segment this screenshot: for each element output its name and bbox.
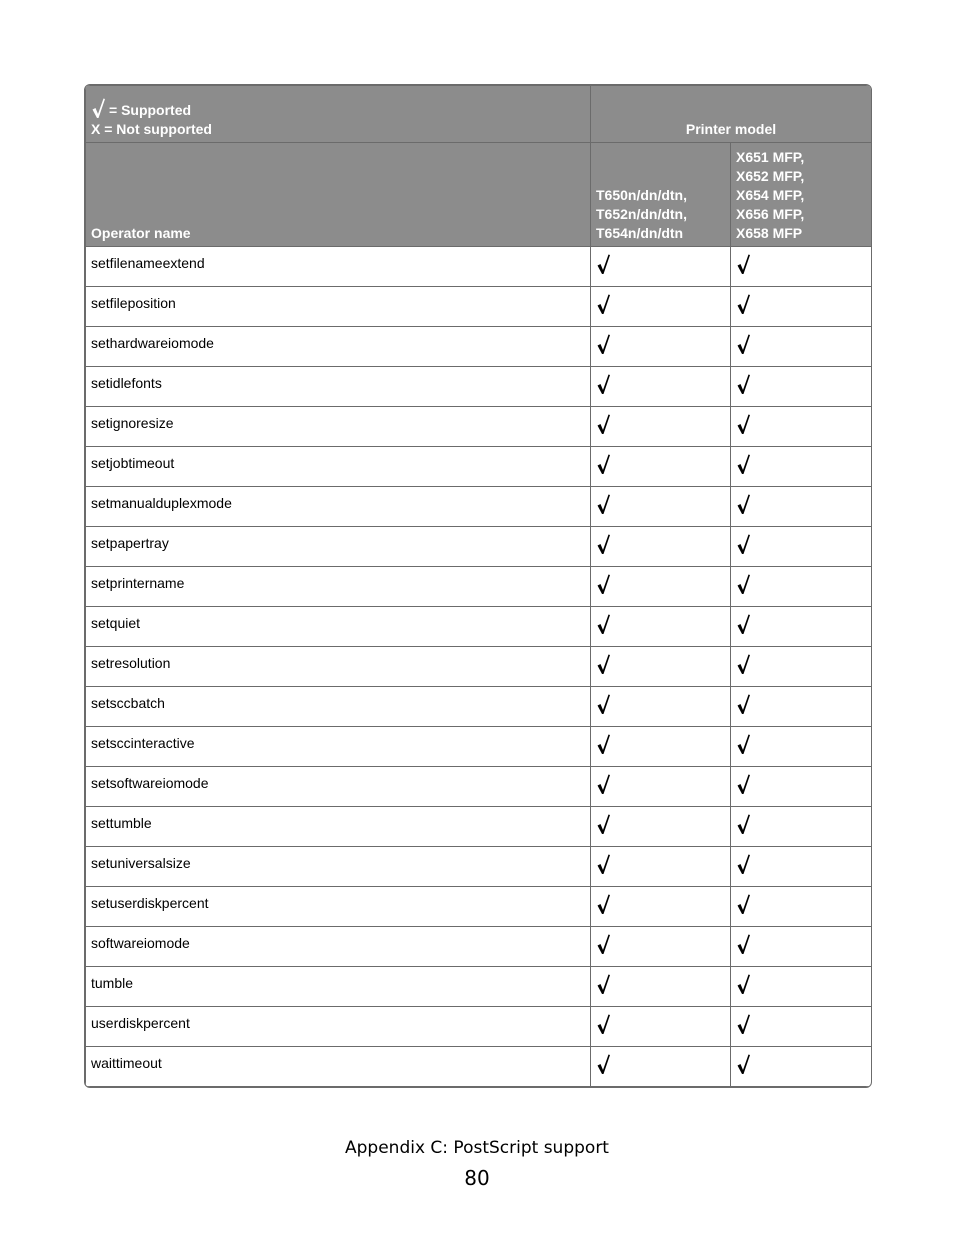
check-icon (736, 533, 751, 555)
support-cell-t650 (591, 287, 731, 327)
operator-name-cell: setquiet (86, 607, 591, 647)
table-row (86, 607, 872, 647)
support-cell-x65x (731, 567, 872, 607)
support-cell-t650 (591, 727, 731, 767)
table-row (86, 487, 872, 527)
support-cell-t650 (591, 767, 731, 807)
operator-name-cell: settumble (86, 807, 591, 847)
support-cell-x65x (731, 687, 872, 727)
check-icon (91, 97, 106, 119)
check-icon (596, 973, 611, 995)
support-cell-x65x (731, 367, 872, 407)
operator-name-cell: setmanualduplexmode (86, 487, 591, 527)
check-icon (596, 813, 611, 835)
check-icon (596, 533, 611, 555)
support-cell-t650 (591, 487, 731, 527)
support-cell-x65x (731, 927, 872, 967)
check-icon (736, 813, 751, 835)
support-cell-x65x (731, 247, 872, 287)
support-cell-t650 (591, 647, 731, 687)
support-cell-x65x (731, 1047, 872, 1087)
check-icon (736, 693, 751, 715)
support-cell-t650 (591, 1047, 731, 1087)
support-cell-x65x (731, 767, 872, 807)
support-cell-x65x (731, 807, 872, 847)
operator-name-cell: setuniversalsize (86, 847, 591, 887)
table-row (86, 327, 872, 367)
check-icon (736, 933, 751, 955)
check-icon (596, 1013, 611, 1035)
support-cell-t650 (591, 447, 731, 487)
table-row (86, 927, 872, 967)
support-cell-x65x (731, 887, 872, 927)
check-icon (596, 1053, 611, 1075)
support-cell-t650 (591, 807, 731, 847)
support-cell-t650 (591, 407, 731, 447)
support-cell-x65x (731, 527, 872, 567)
check-icon (596, 493, 611, 515)
operator-name-cell: setjobtimeout (86, 447, 591, 487)
check-icon (736, 1053, 751, 1075)
support-cell-x65x (731, 407, 872, 447)
table-row (86, 447, 872, 487)
check-icon (736, 373, 751, 395)
table-row (86, 687, 872, 727)
check-icon (596, 853, 611, 875)
table-row (86, 887, 872, 927)
operator-name-cell: setuserdiskpercent (86, 887, 591, 927)
operator-name-cell: setsoftwareiomode (86, 767, 591, 807)
check-icon (596, 333, 611, 355)
check-icon (596, 373, 611, 395)
check-icon (736, 493, 751, 515)
check-icon (596, 933, 611, 955)
operator-support-table (84, 84, 872, 1088)
table-row (86, 647, 872, 687)
operator-name-cell: setpapertray (86, 527, 591, 567)
operator-name-cell: setfilenameextend (86, 247, 591, 287)
check-icon (596, 293, 611, 315)
table-row (86, 727, 872, 767)
check-icon (736, 1013, 751, 1035)
table-row (86, 967, 872, 1007)
operator-name-cell: setignoresize (86, 407, 591, 447)
check-icon (736, 733, 751, 755)
check-icon (736, 893, 751, 915)
support-cell-x65x (731, 487, 872, 527)
legend-supported (91, 97, 585, 120)
table-row (86, 407, 872, 447)
check-icon (596, 653, 611, 675)
check-icon (596, 693, 611, 715)
table-row (86, 527, 872, 567)
check-icon (736, 613, 751, 635)
support-cell-t650 (591, 967, 731, 1007)
support-cell-x65x (731, 727, 872, 767)
support-cell-t650 (591, 927, 731, 967)
check-icon (736, 413, 751, 435)
support-cell-t650 (591, 847, 731, 887)
legend-not-supported: X = Not supported (91, 121, 212, 137)
table-row (86, 767, 872, 807)
support-cell-x65x (731, 287, 872, 327)
model-t650-header: T650n/dn/dtn, T652n/dn/dtn, T654n/dn/dtn (591, 143, 731, 247)
page-number: 80 (464, 1166, 490, 1190)
support-cell-x65x (731, 967, 872, 1007)
operator-name-cell: waittimeout (86, 1047, 591, 1087)
footer-title: Appendix C: PostScript support (345, 1138, 609, 1158)
table-row (86, 247, 872, 287)
check-icon (736, 973, 751, 995)
check-icon (596, 253, 611, 275)
check-icon (736, 653, 751, 675)
support-cell-t650 (591, 887, 731, 927)
operator-name-cell: userdiskpercent (86, 1007, 591, 1047)
legend-cell (86, 86, 591, 143)
legend-supported-label: = Supported (109, 102, 192, 118)
operator-name-cell: setidlefonts (86, 367, 591, 407)
operator-name-cell: setresolution (86, 647, 591, 687)
check-icon (736, 253, 751, 275)
check-icon (736, 773, 751, 795)
check-icon (736, 853, 751, 875)
check-icon (596, 453, 611, 475)
support-cell-x65x (731, 647, 872, 687)
operator-name-cell: tumble (86, 967, 591, 1007)
operator-name-cell: setsccbatch (86, 687, 591, 727)
check-icon (596, 893, 611, 915)
check-icon (596, 733, 611, 755)
support-cell-t650 (591, 367, 731, 407)
table-row (86, 287, 872, 327)
table-row (86, 1047, 872, 1087)
check-icon (736, 293, 751, 315)
operator-name-cell: setfileposition (86, 287, 591, 327)
support-cell-x65x (731, 847, 872, 887)
support-cell-t650 (591, 247, 731, 287)
table-row (86, 1007, 872, 1047)
support-cell-x65x (731, 1007, 872, 1047)
support-cell-x65x (731, 607, 872, 647)
table-row (86, 807, 872, 847)
check-icon (736, 333, 751, 355)
check-icon (596, 413, 611, 435)
model-x65x-header: X651 MFP, X652 MFP, X654 MFP, X656 MFP, X658 MFP (731, 143, 872, 247)
operator-name-cell: sethardwareiomode (86, 327, 591, 367)
table-body (86, 247, 872, 1087)
check-icon (596, 613, 611, 635)
table-row (86, 367, 872, 407)
operator-table (85, 85, 872, 1087)
check-icon (736, 453, 751, 475)
support-cell-t650 (591, 687, 731, 727)
support-cell-t650 (591, 607, 731, 647)
operator-name-cell: softwareiomode (86, 927, 591, 967)
legend-header-row (86, 86, 872, 143)
operator-name-cell: setprintername (86, 567, 591, 607)
support-cell-x65x (731, 447, 872, 487)
support-cell-x65x (731, 327, 872, 367)
column-header-row (86, 143, 872, 247)
check-icon (736, 573, 751, 595)
table-row (86, 567, 872, 607)
support-cell-t650 (591, 1007, 731, 1047)
printer-model-header: Printer model (591, 86, 872, 143)
check-icon (596, 773, 611, 795)
support-cell-t650 (591, 327, 731, 367)
support-cell-t650 (591, 567, 731, 607)
check-icon (596, 573, 611, 595)
operator-name-cell: setsccinteractive (86, 727, 591, 767)
support-cell-t650 (591, 527, 731, 567)
operator-name-header: Operator name (86, 143, 591, 247)
table-row (86, 847, 872, 887)
